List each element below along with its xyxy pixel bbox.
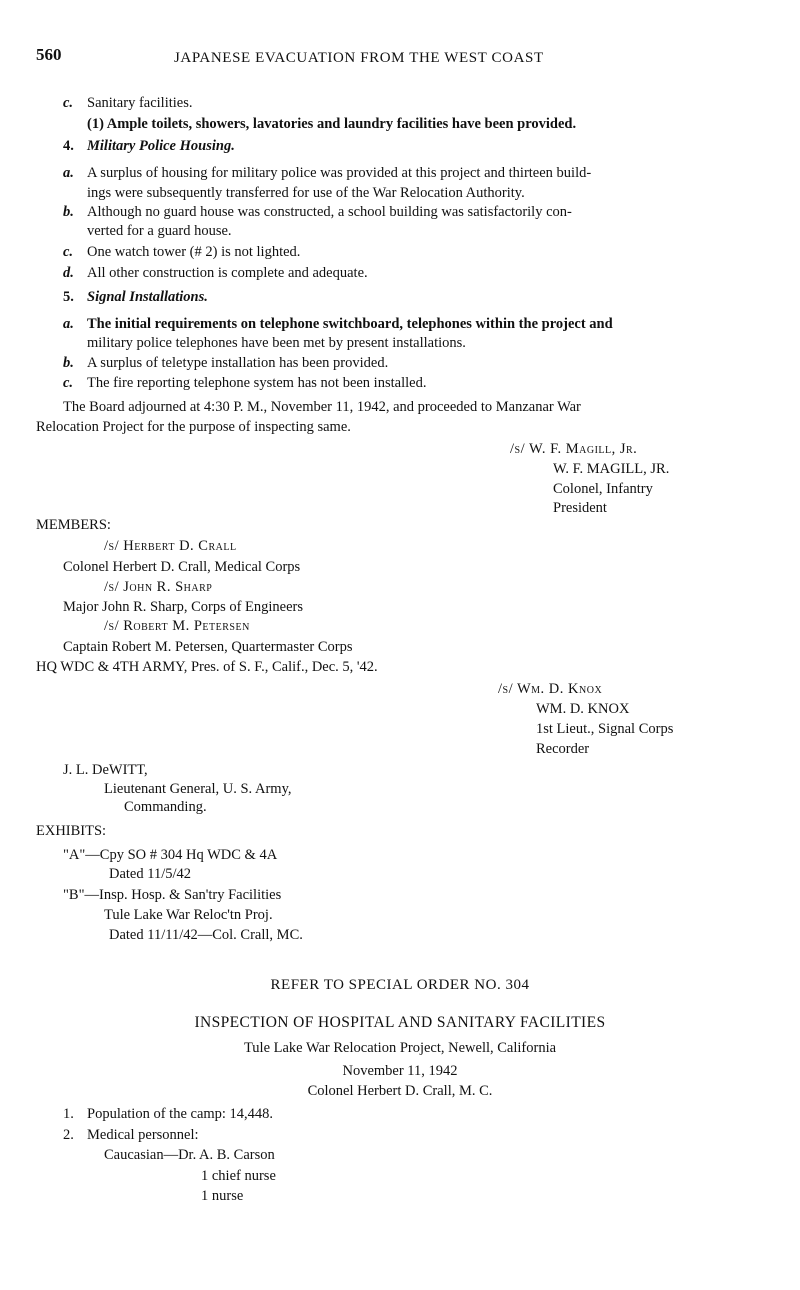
list-item: (1) Ample toilets, showers, lavatories and laundry facilities have been provided. — [87, 116, 577, 132]
personnel-line: 1 chief nurse — [201, 1168, 276, 1184]
list-item: 5. Signal Installations. — [63, 289, 208, 305]
running-title: JAPANESE EVACUATION FROM THE WEST COAST — [174, 50, 544, 66]
exhibit-line: Dated 11/11/42—Col. Crall, MC. — [109, 927, 303, 943]
recorder-name: WM. D. KNOX — [536, 701, 630, 717]
inspection-title: INSPECTION OF HOSPITAL AND SANITARY FACILITIES — [194, 1014, 606, 1031]
list-item: c. One watch tower (# 2) is not lighted. — [63, 244, 301, 260]
commander-name: J. L. DeWITT, — [63, 762, 148, 778]
personnel-line: Caucasian—Dr. A. B. Carson — [104, 1147, 275, 1163]
members-heading: MEMBERS: — [36, 517, 111, 533]
member-signature: /s/ Robert M. Petersen — [104, 618, 250, 634]
personnel-line: 1 nurse — [201, 1188, 244, 1204]
list-item: a. The initial requirements on telephone switchboard, telephones within the project and — [63, 316, 613, 332]
member-name: Captain Robert M. Petersen, Quartermaster Corps — [63, 639, 353, 655]
list-item: 4. Military Police Housing. — [63, 138, 235, 154]
list-item: c. Sanitary facilities. — [63, 95, 193, 111]
exhibit-line: "B"—Insp. Hosp. & San'try Facilities — [63, 887, 282, 903]
adjourn-line-1: The Board adjourned at 4:30 P. M., November 11, 1942, and proceeded to Manzanar War — [63, 399, 581, 415]
list-item: b. A surplus of teletype installation has been provided. — [63, 355, 389, 371]
inspection-location: Tule Lake War Relocation Project, Newell, California — [243, 1040, 557, 1056]
list-item: d. All other construction is complete and adequate. — [63, 265, 368, 281]
list-item: a. A surplus of housing for military police was provided at this project and thirteen build- — [63, 165, 592, 181]
list-item: b. Although no guard house was constructed, a school building was satisfactorily con- — [63, 204, 572, 220]
president-signature: /s/ W. F. Magill, Jr. — [510, 441, 638, 457]
exhibits-heading: EXHIBITS: — [36, 823, 107, 839]
recorder-rank: 1st Lieut., Signal Corps — [536, 721, 674, 737]
list-item: ings were subsequently transferred for use of the War Relocation Authority. — [87, 185, 525, 201]
member-name: Colonel Herbert D. Crall, Medical Corps — [63, 559, 301, 575]
member-name: Major John R. Sharp, Corps of Engineers — [63, 599, 304, 615]
inspection-date: November 11, 1942 — [342, 1063, 458, 1079]
president-name: W. F. MAGILL, JR. — [553, 461, 670, 477]
exhibit-line: Dated 11/5/42 — [109, 866, 192, 882]
list-item: 2. Medical personnel: — [63, 1127, 199, 1143]
president-title: President — [553, 500, 607, 516]
recorder-signature: /s/ Wm. D. Knox — [498, 681, 603, 697]
exhibit-line: "A"—Cpy SO # 304 Hq WDC & 4A — [63, 847, 278, 863]
adjourn-line-2: Relocation Project for the purpose of inspecting same. — [36, 419, 351, 435]
list-item: c. The fire reporting telephone system has not been installed. — [63, 375, 427, 391]
recorder-title: Recorder — [536, 741, 590, 757]
list-item: verted for a guard house. — [87, 223, 232, 239]
member-signature: /s/ Herbert D. Crall — [104, 538, 237, 554]
refer-heading: REFER TO SPECIAL ORDER NO. 304 — [270, 977, 530, 993]
hq-line: HQ WDC & 4TH ARMY, Pres. of S. F., Calif., Dec. 5, '42. — [36, 659, 378, 675]
exhibit-line: Tule Lake War Reloc'tn Proj. — [104, 907, 273, 923]
commander-title: Commanding. — [124, 799, 207, 815]
member-signature: /s/ John R. Sharp — [104, 579, 213, 595]
list-item: military police telephones have been met by present installations. — [87, 335, 466, 351]
page-number: 560 — [36, 45, 62, 64]
list-item: 1. Population of the camp: 14,448. — [63, 1106, 274, 1122]
inspection-officer: Colonel Herbert D. Crall, M. C. — [307, 1083, 493, 1099]
president-rank: Colonel, Infantry — [553, 481, 653, 497]
commander-rank: Lieutenant General, U. S. Army, — [104, 781, 292, 797]
